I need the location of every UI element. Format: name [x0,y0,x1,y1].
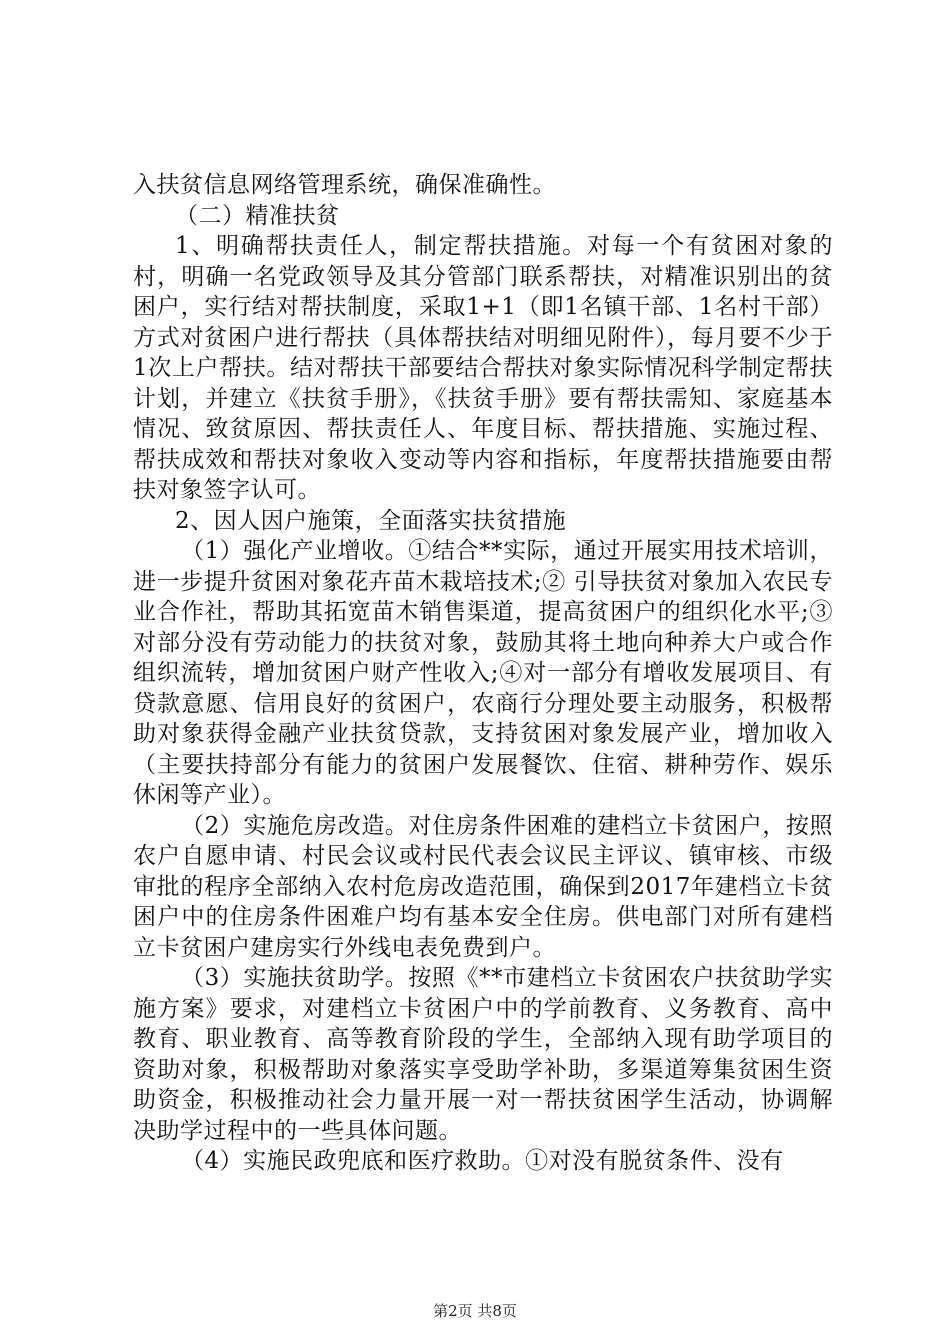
paragraph: （2）实施危房改造。对住房条件困难的建档立卡贫困户，按照农户自愿申请、村民会议或村民代表会议民主评议、镇审核、市级审批的程序全部纳入农村危房改造范围，确保到2017年建档立卡贫困户中的住房条件困难户均有基本安全住房。供电部门对所有建档立卡贫困户建房实行外线电表免费到户。 [133,812,833,961]
section-heading: （二）精准扶贫 [175,202,340,229]
paragraph: （4）实施民政兜底和医疗救助。①对没有脱贫条件、没有 [181,1148,784,1174]
document-body [133,170,833,1177]
paragraph: （1）强化产业增收。①结合**实际，通过开展实用技术培训，进一步提升贫困对象花卉苗木栽培技术;② 引导扶贫对象加入农民专业合作社，帮助其拓宽苗木销售渠道，提高贫困户的组织化水平;③ 对部分没有劳动能力的扶贫对象，鼓励其将土地向种养大户或合作组织流转，增加贫困户财产性收入;④对一部分有增收发展项目、有贷款意愿、信用良好的贫困户，农商行分理处要主动服务，积极帮助对象获得金融产业扶贫贷款，支持贫困对象发展产业，增加收入（主要扶持部分有能力的贫困户发展餐饮、住宿、耕种劳作、娱乐休闲等产业）。 [133,538,833,808]
paragraph-continuation: 入扶贫信息网络管理系统，确保准确性。 [133,172,556,198]
subsection-heading: 2、因人因户施策，全面落实扶贫措施 [175,507,567,534]
paragraph: 1、明确帮扶责任人，制定帮扶措施。对每一个有贫困对象的村，明确一名党政领导及其分管部门联系帮扶，对精准识别出的贫困户，实行结对帮扶制度，采取1+1（即1名镇干部、1名村干部）方式对贫困户进行帮扶（具体帮扶结对明细见附件），每月要不少于1次上户帮扶。结对帮扶干部要结合帮扶对象实际情况科学制定帮扶计划，并建立《扶贫手册》，《扶贫手册》要有帮扶需知、家庭基本情况、致贫原因、帮扶责任人、年度目标、帮扶措施、实施过程、帮扶成效和帮扶对象收入变动等内容和指标，年度帮扶措施要由帮扶对象签字认可。 [133,233,833,503]
page-number-footer: 第2页 共8页 [433,1302,517,1320]
paragraph: （3）实施扶贫助学。按照《**市建档立卡贫困农户扶贫助学实施方案》要求，对建档立卡贫困户中的学前教育、义务教育、高中教育、职业教育、高等教育阶段的学生，全部纳入现有助学项目的资助对象，积极帮助对象落实享受助学补助，多渠道筹集贫困生资助资金，积极推动社会力量开展一对一帮扶贫困学生活动，协调解决助学过程中的一些具体问题。 [133,965,833,1144]
